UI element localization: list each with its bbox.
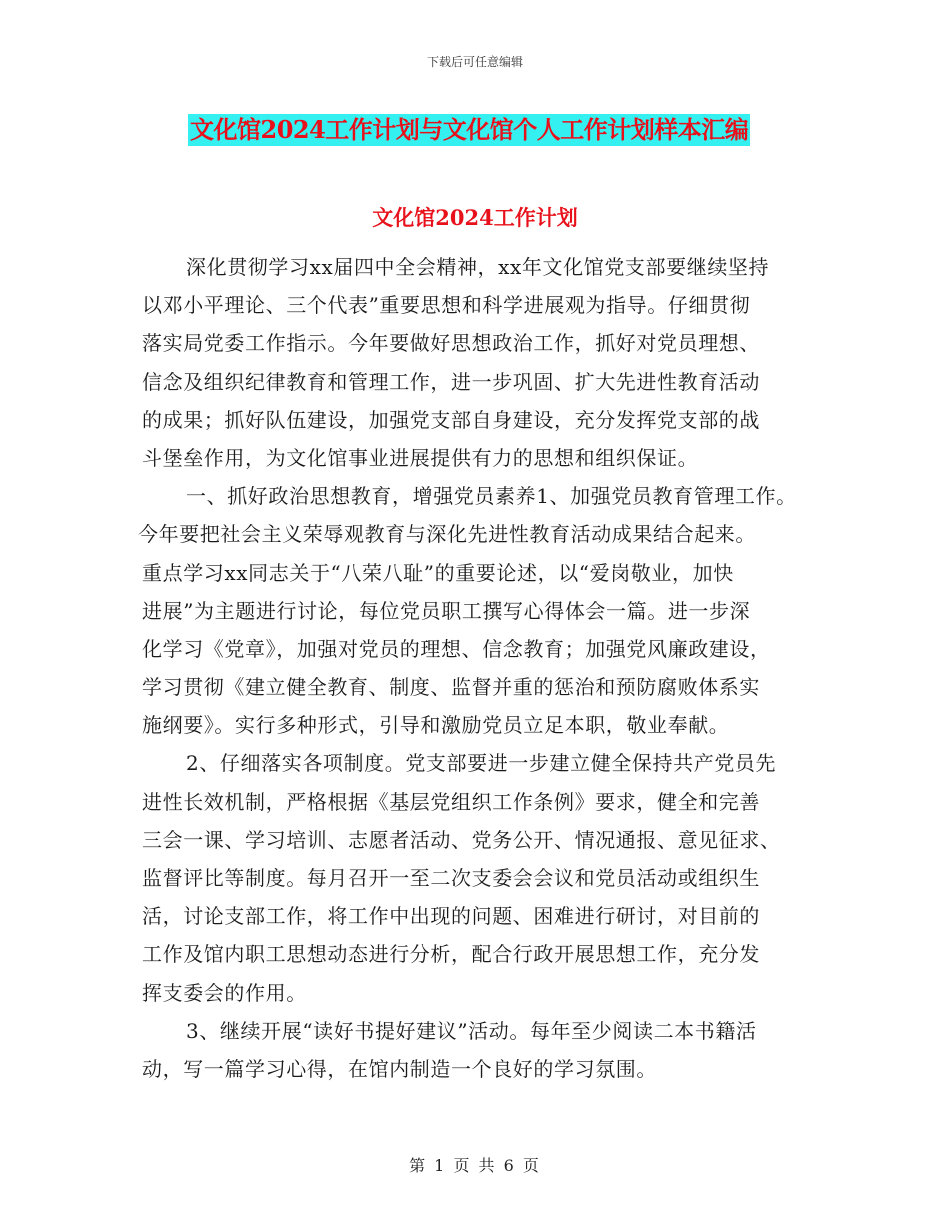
header-note: 下载后可任意编辑 (426, 55, 523, 69)
paragraph-1-line-6: 斗堡垒作用，为文化馆事业进展提供有力的思想和组织保证。 (142, 445, 699, 470)
paragraph-4-line-2: 动，写一篇学习心得，在馆内制造一个良好的学习氛围。 (142, 1056, 657, 1081)
paragraph-2-line-4: 进展”为主题进行讨论，每位党员职工撰写心得体会一篇。进一步深 (142, 598, 751, 623)
paragraph-1-line-1: 深化贯彻学习xx届四中全会精神，xx年文化馆党支部要继续坚持 (186, 255, 770, 279)
page-footer: 第 1 页 共 6 页 (409, 1156, 541, 1175)
paragraph-3-line-1: 2、仔细落实各项制度。党支部要进一步建立健全保持共产党员先 (186, 751, 777, 776)
paragraph-2-line-6: 学习贯彻《建立健全教育、制度、监督并重的惩治和预防腐败体系实 (142, 675, 760, 700)
document-title: 文化馆2024工作计划与文化馆个人工作计划样本汇编 (190, 115, 749, 144)
paragraph-1-line-2: 以邓小平理论、三个代表”重要思想和科学进展观为指导。仔细贯彻 (142, 293, 751, 318)
paragraph-2-line-3: 重点学习xx同志关于“八荣八耻”的重要论述，以“爱岗敬业，加快 (142, 560, 734, 585)
paragraph-4-line-1: 3、继续开展“读好书提好建议”活动。每年至少阅读二本书籍活 (186, 1018, 757, 1043)
paragraph-1-line-5: 的成果；抓好队伍建设，加强党支部自身建设，充分发挥党支部的战 (142, 407, 760, 432)
paragraph-2-line-5: 化学习《党章》，加强对党员的理想、信念教育；加强党风廉政建设， (142, 636, 771, 661)
paragraph-1-line-4: 信念及组织纪律教育和管理工作，进一步巩固、扩大先进性教育活动 (142, 369, 760, 394)
paragraph-2-line-1: 一、抓好政治思想教育，增强党员素养1、加强党员教育管理工作。 (186, 484, 797, 509)
section-title: 文化馆2024工作计划 (372, 205, 578, 230)
paragraph-2-line-2: 今年要把社会主义荣辱观教育与深化先进性教育活动成果结合起来。 (138, 522, 756, 547)
paragraph-3-line-2: 进性长效机制，严格根据《基层党组织工作条例》要求，健全和完善 (142, 789, 760, 814)
paragraph-1-line-3: 落实局党委工作指示。今年要做好思想政治工作，抓好对党员理想、 (142, 331, 760, 356)
paragraph-3-line-5: 活，讨论支部工作，将工作中出现的问题、困难进行研讨，对目前的 (142, 904, 760, 929)
paragraph-3-line-6: 工作及馆内职工思想动态进行分析，配合行政开展思想工作，充分发 (142, 942, 760, 967)
paragraph-3-line-4: 监督评比等制度。每月召开一至二次支委会会议和党员活动或组织生 (142, 866, 760, 890)
paragraph-2-line-7: 施纲要》。实行多种形式，引导和激励党员立足本职，敬业奉献。 (142, 713, 730, 738)
body-text (138, 248, 832, 1088)
paragraph-3-line-7: 挥支委会的作用。 (142, 980, 307, 1005)
paragraph-3-line-3: 三会一课、学习培训、志愿者活动、党务公开、情况通报、意见征求、 (142, 827, 781, 852)
